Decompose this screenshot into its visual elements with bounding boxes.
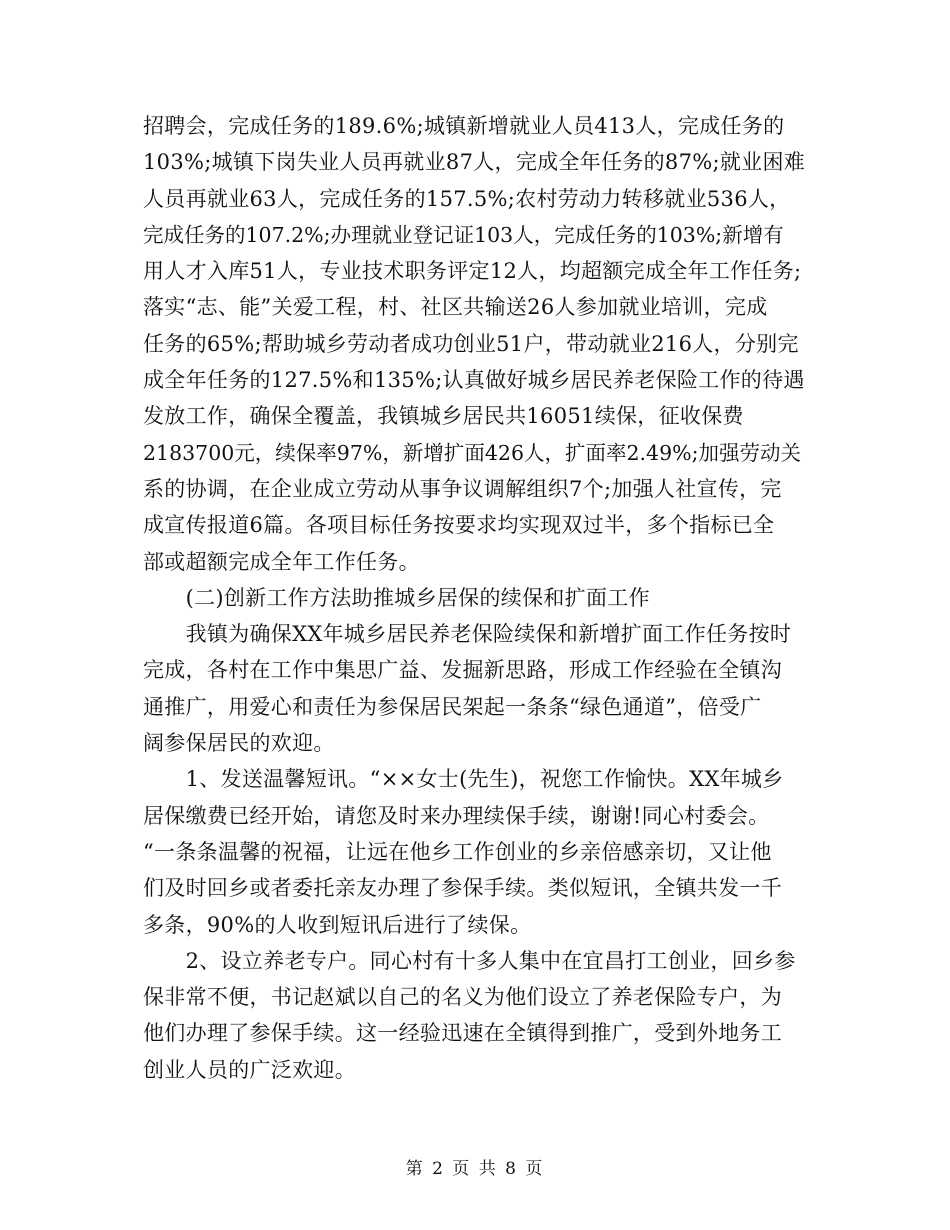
text-line: 通推广，用爱心和责任为参保居民架起一条条“绿色通道”，倍受广 [143, 694, 762, 719]
section-heading: (二)创新工作方法助推城乡居保的续保和扩面工作 [143, 585, 650, 610]
text-line: 完成任务的107.2%;办理就业登记证103人，完成任务的103%;新增有 [143, 222, 784, 247]
text-line: 成全年任务的127.5%和135%;认真做好城乡居民养老保险工作的待遇 [143, 368, 805, 393]
text-line: 阔参保居民的欢迎。 [143, 731, 335, 756]
text-line: 2183700元，续保率97%，新增扩面426人，扩面率2.49%;加强劳动关 [143, 440, 802, 465]
text-line: 2、设立养老专户。同心村有十多人集中在宜昌打工创业，回乡参 [143, 948, 796, 973]
text-line: 他们办理了参保手续。这一经验迅速在全镇得到推广，受到外地务工 [143, 1021, 782, 1046]
page-number-footer: 第 2 页 共 8 页 [405, 1159, 545, 1179]
text-line: 落实“志、能”关爱工程，村、社区共输送26人参加就业培训，完成 [143, 295, 768, 320]
text-line: 我镇为确保XX年城乡居民养老保险续保和新增扩面工作任务按时 [143, 622, 792, 647]
text-line: 103%;城镇下岗失业人员再就业87人，完成全年任务的87%;就业困难 [143, 150, 806, 175]
text-line: 招聘会，完成任务的189.6%;城镇新增就业人员413人，完成任务的 [143, 114, 785, 138]
text-line: 成宣传报道6篇。各项目标任务按要求均实现双过半，多个指标已全 [143, 513, 775, 538]
text-line: 保非常不便，书记赵斌以自己的名义为他们设立了养老保险专户，为 [143, 985, 782, 1010]
text-line: 人员再就业63人，完成任务的157.5%;农村劳动力转移就业536人， [143, 186, 791, 211]
text-line: 多条，90%的人收到短讯后进行了续保。 [143, 912, 532, 937]
text-line: 用人才入库51人，专业技术职务评定12人，均超额完成全年工作任务; [143, 259, 802, 284]
text-line: 完成，各村在工作中集思广益、发掘新思路，形成工作经验在全镇沟 [143, 658, 782, 683]
text-line: 居保缴费已经开始，请您及时来办理续保手续，谢谢!同心村委会。 [143, 803, 770, 828]
text-line: 创业人员的广泛欢迎。 [143, 1057, 356, 1082]
text-line: 部或超额完成全年工作任务。 [143, 549, 420, 574]
document-body [143, 108, 808, 1088]
text-line: 们及时回乡或者委托亲友办理了参保手续。类似短讯，全镇共发一千 [143, 876, 782, 901]
text-line: 1、发送温馨短讯。“××女士(先生)，祝您工作愉快。XX年城乡 [143, 767, 784, 792]
text-line: 发放工作，确保全覆盖，我镇城乡居民共16051续保，征收保费 [143, 404, 744, 429]
text-line: 系的协调，在企业成立劳动从事争议调解组织7个;加强人社宣传，完 [143, 476, 782, 501]
text-line: “一条条温馨的祝福，让远在他乡工作创业的乡亲倍感亲切，又让他 [143, 839, 772, 864]
text-line: 任务的65%;帮助城乡劳动者成功创业51户，带动就业216人，分别完 [143, 331, 799, 356]
